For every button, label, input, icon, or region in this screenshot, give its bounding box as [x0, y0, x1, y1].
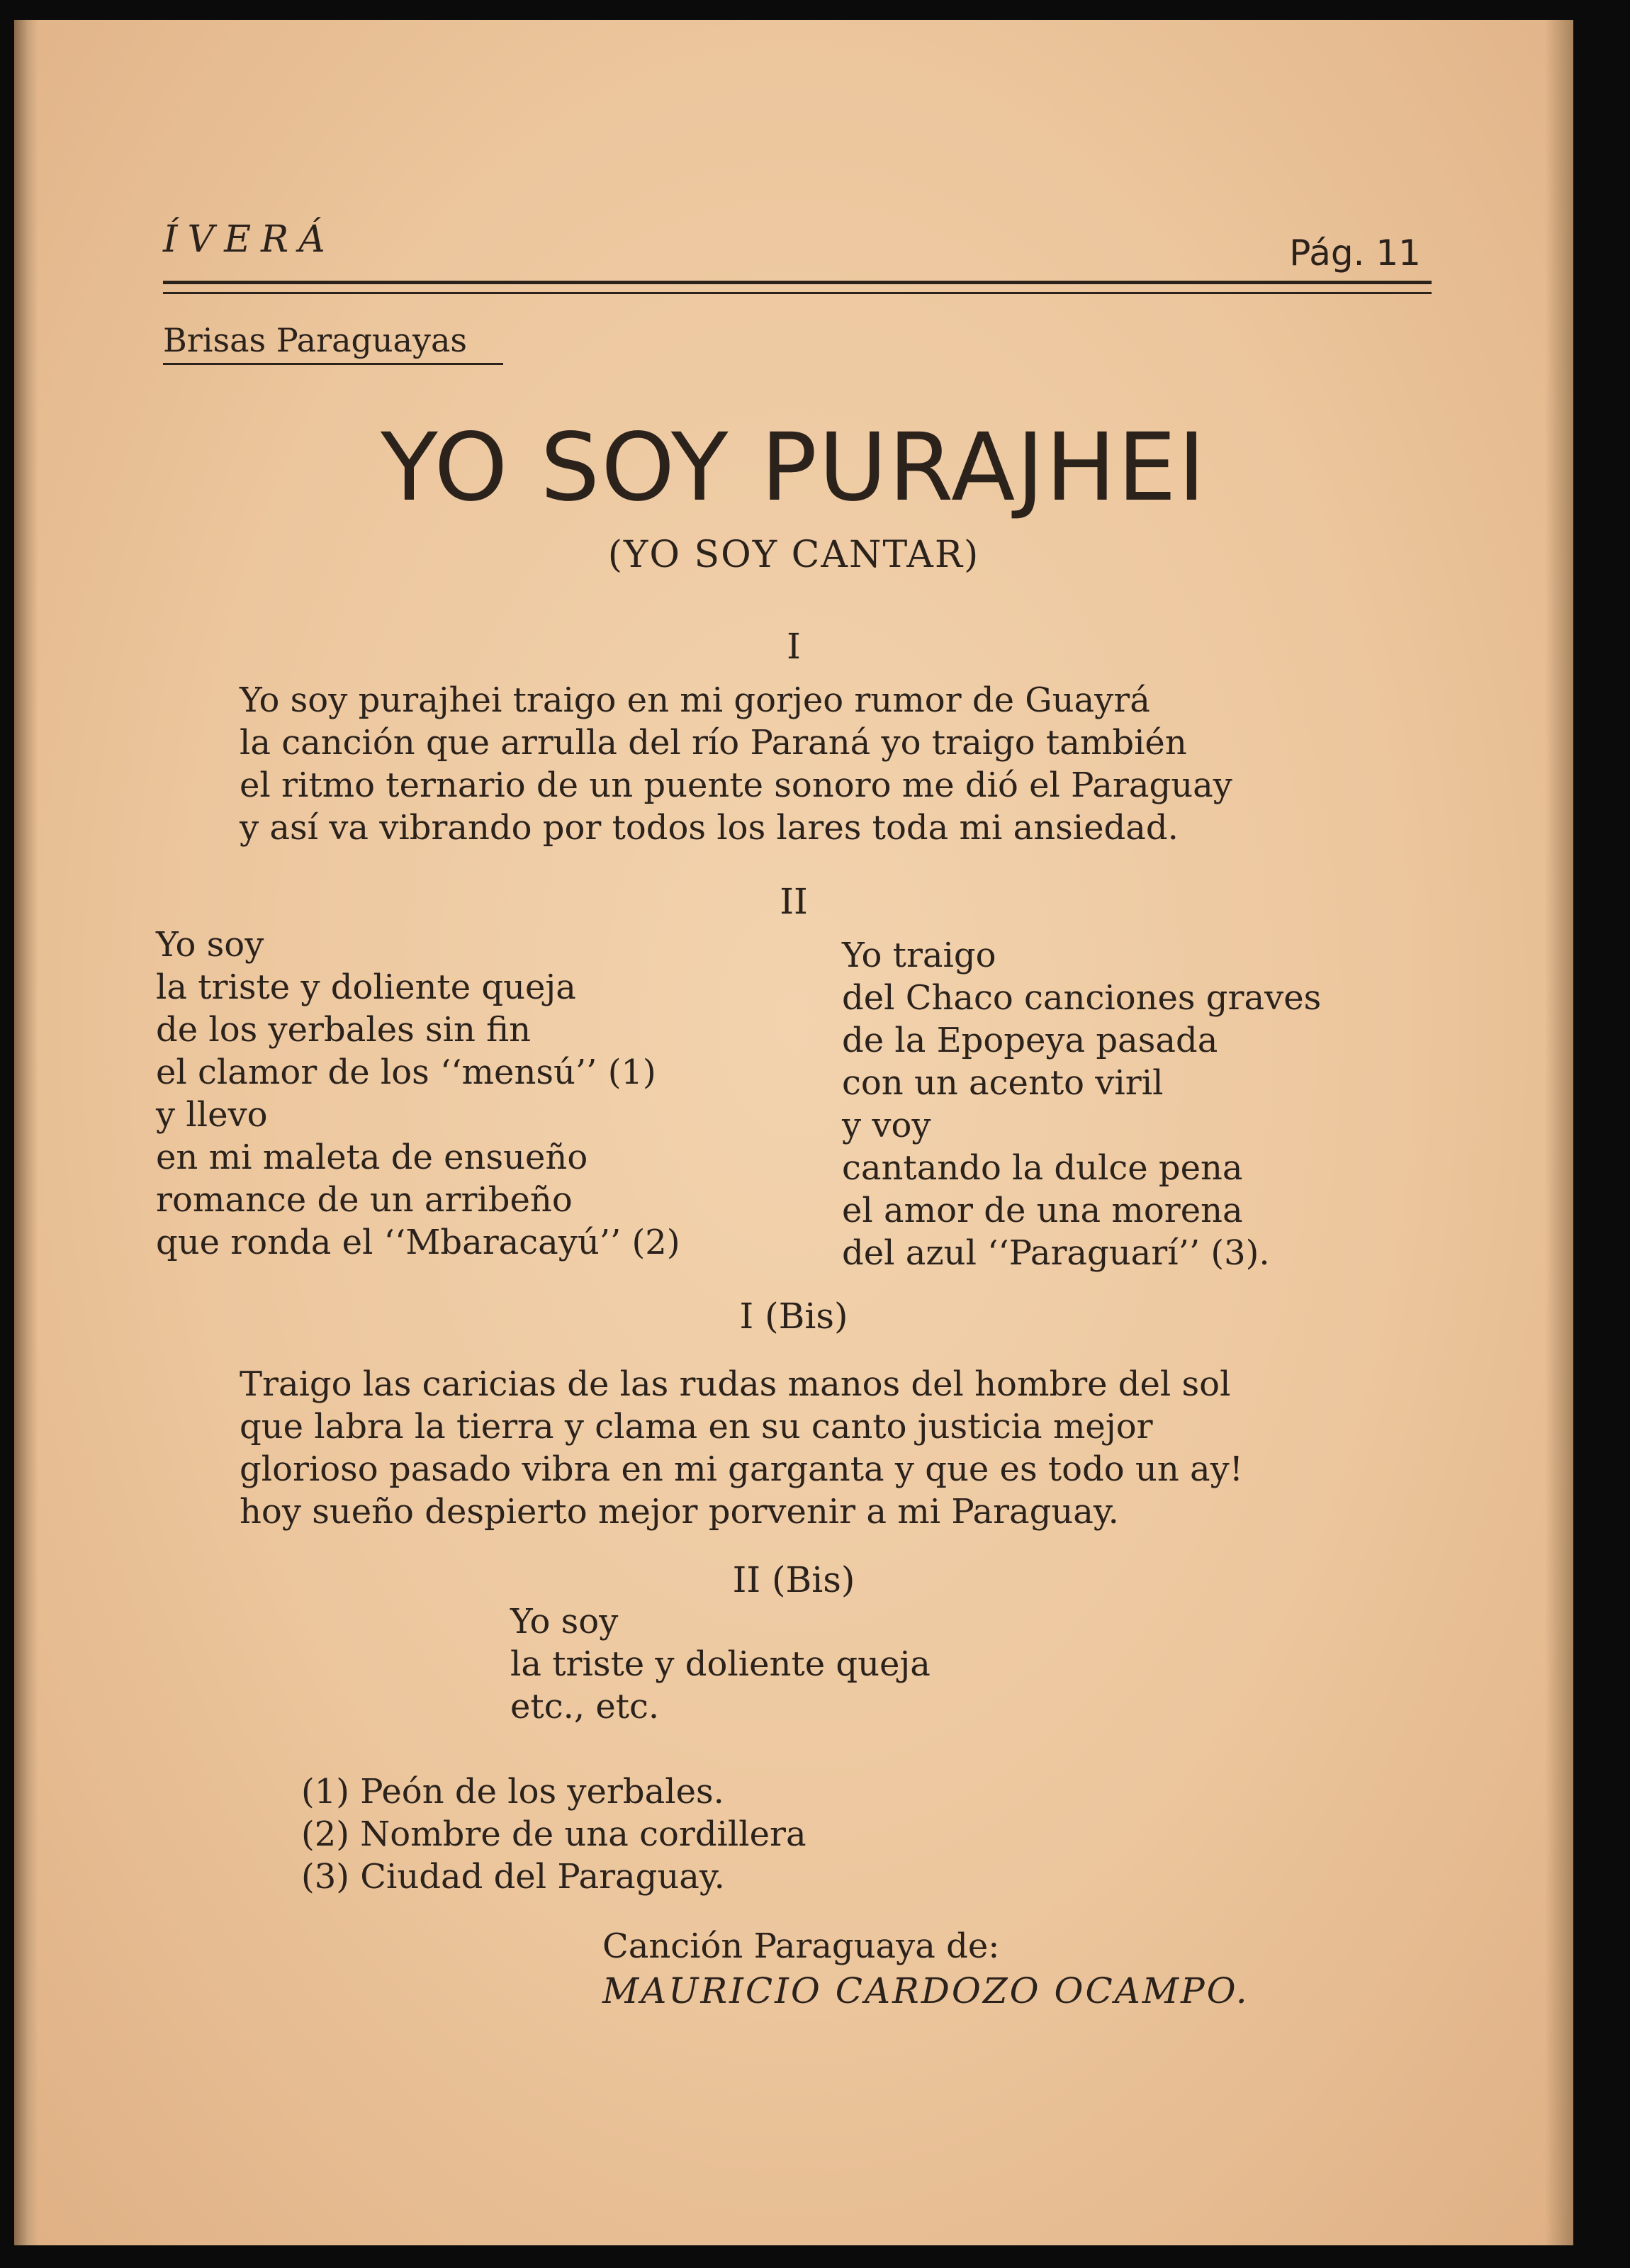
header-rule-thin	[163, 292, 1432, 294]
stanza-line: de la Epopeya pasada	[842, 1021, 1218, 1060]
credit-label: Canción Paraguaya de:	[602, 1926, 1000, 1966]
stanza-line: etc., etc.	[510, 1687, 660, 1727]
song-subtitle: (YO SOY CANTAR)	[607, 534, 980, 576]
header-rule-thick	[163, 281, 1432, 284]
stanza-line: romance de un arribeño	[156, 1180, 573, 1220]
stanza-line: con un acento viril	[842, 1063, 1164, 1103]
stanza-line: la canción que arrulla del río Paraná yo traigo también	[240, 723, 1187, 763]
stanza-line: Yo soy	[510, 1602, 619, 1641]
stanza-line: el amor de una morena	[842, 1191, 1243, 1230]
stanza-line: el clamor de los ‘‘mensú’’ (1)	[156, 1052, 656, 1092]
author-name: MAURICIO CARDOZO OCAMPO.	[602, 1970, 1249, 2011]
section-name: Brisas Paraguayas	[163, 321, 468, 359]
footnote: (2) Nombre de una cordillera	[301, 1814, 806, 1854]
stanza-2-left-column	[156, 924, 680, 1264]
stanza-line: glorioso pasado vibra en mi garganta y que es todo un ay!	[240, 1449, 1244, 1489]
song-title: YO SOY PURAJHEI	[381, 413, 1207, 522]
stanza-line: y así va vibrando por todos los lares toda mi ansiedad.	[240, 808, 1179, 848]
stanza-line: Yo soy purajhei traigo en mi gorjeo rumor de Guayrá	[240, 680, 1150, 720]
section-underline	[163, 363, 503, 365]
stanza-line: en mi maleta de ensueño	[156, 1138, 588, 1177]
stanza-line: la triste y doliente queja	[156, 967, 576, 1007]
stanza-2-number: II	[780, 881, 808, 922]
footnotes	[301, 1770, 806, 1898]
stanza-line: y voy	[842, 1106, 931, 1145]
stanza-2-right-column	[842, 934, 1321, 1274]
footnote: (3) Ciudad del Paraguay.	[301, 1857, 725, 1897]
magazine-page	[14, 20, 1573, 2245]
stanza-4	[510, 1600, 931, 1728]
stanza-line: y llevo	[156, 1095, 268, 1135]
stanza-line: Yo traigo	[842, 936, 996, 975]
stanza-3-number: I (Bis)	[739, 1296, 848, 1337]
stanza-line: que ronda el ‘‘Mbaracayú’’ (2)	[156, 1223, 680, 1262]
stanza-1-number: I	[787, 626, 801, 667]
stanza-line: de los yerbales sin fin	[156, 1010, 532, 1050]
stanza-line: Traigo las caricias de las rudas manos del hombre del sol	[240, 1364, 1231, 1404]
stanza-3	[240, 1363, 1243, 1533]
stanza-line: hoy sueño despierto mejor porvenir a mi Paraguay.	[240, 1492, 1119, 1532]
stanza-line: del azul ‘‘Paraguarí’’ (3).	[842, 1233, 1270, 1273]
stanza-line: Yo soy	[156, 925, 264, 965]
stanza-line: del Chaco canciones graves	[842, 978, 1322, 1018]
stanza-1	[240, 679, 1232, 849]
stanza-line: que labra la tierra y clama en su canto justicia mejor	[240, 1407, 1153, 1447]
stanza-line: cantando la dulce pena	[842, 1148, 1243, 1188]
stanza-line: la triste y doliente queja	[510, 1644, 931, 1684]
stanza-4-number: II (Bis)	[732, 1559, 855, 1600]
running-title: ÍVERÁ	[163, 218, 335, 261]
stanza-line: el ritmo ternario de un puente sonoro me dió el Paraguay	[240, 765, 1232, 805]
page-number: Pág. 11	[1289, 232, 1421, 274]
footnote: (1) Peón de los yerbales.	[301, 1772, 724, 1812]
